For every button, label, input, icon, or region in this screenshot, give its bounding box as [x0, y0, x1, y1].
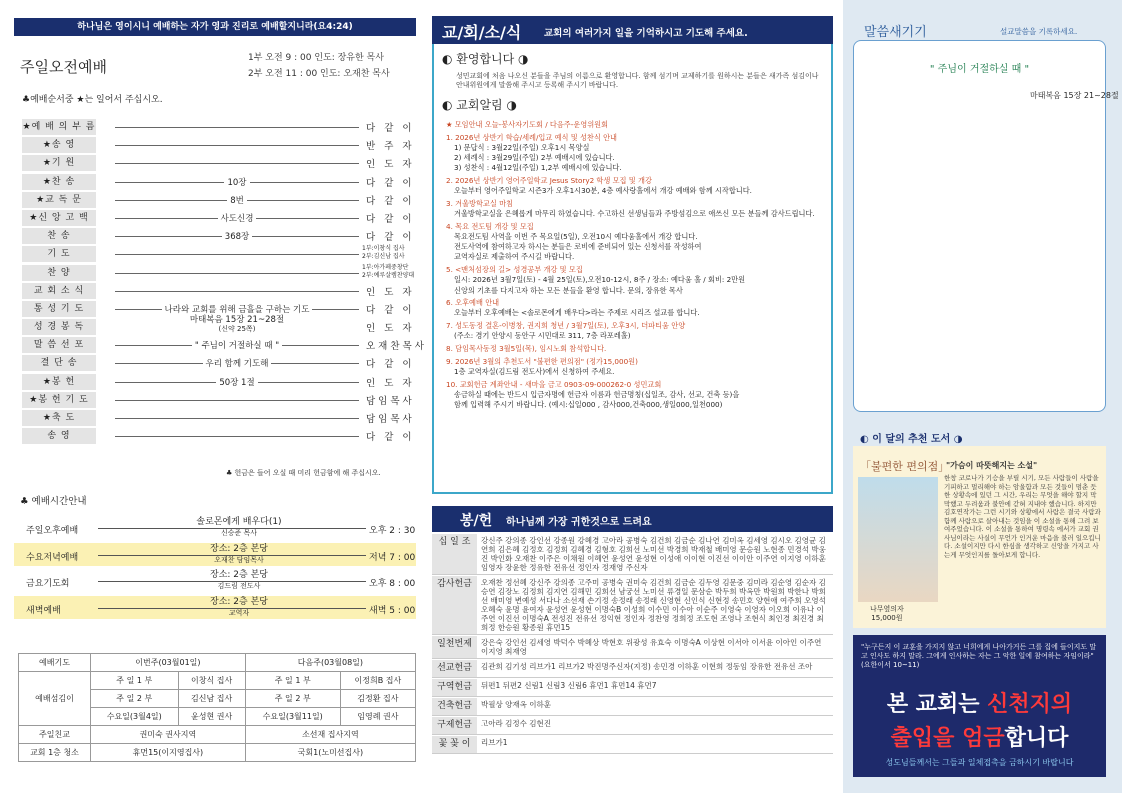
schedule-label: 수요저녁예배 — [26, 552, 79, 563]
order-detail-text: 10장 — [224, 178, 249, 188]
offering-names: 박필상 양재옥 이하훈 — [481, 700, 551, 709]
schedule-label: 주일오후예배 — [26, 526, 79, 536]
order-leader-item: 1부:아가페중창단 — [362, 263, 409, 271]
order-row — [22, 245, 414, 263]
duty-cell: 주 일 1 부 — [91, 672, 179, 690]
order-label: ★축 도 — [22, 410, 96, 426]
order-line — [115, 163, 359, 164]
order-label: 교 회 소 식 — [22, 283, 96, 299]
duty-cell: 주 일 1 부 — [245, 672, 340, 690]
order-label: 성 경 봉 독 — [22, 319, 96, 335]
warning-footer: 성도님들께서는 그들과 일체접촉을 금하시기 바랍니다 — [885, 758, 1074, 767]
news-subtitle: 교회의 여러가지 일을 기억하시고 기도해 주세요. — [544, 28, 748, 39]
notice-item — [446, 380, 830, 411]
offering-type: 꽃 꽂 이 — [432, 736, 477, 753]
order-label: 말 씀 선 포 — [22, 337, 96, 353]
book-publisher: 나무옆의자 — [870, 605, 904, 613]
order-label: 송 영 — [22, 428, 96, 444]
welcome-heading: ◐ 환영합니다 ◑ — [442, 52, 529, 66]
order-row — [22, 391, 414, 409]
order-leader-list — [362, 245, 405, 261]
order-line — [115, 273, 359, 274]
order-detail-text: 우리 함께 기도해 — [203, 359, 272, 369]
notice-line: 1) 문답식 : 3월22일(주일) 오후1시 목양실 — [454, 142, 590, 152]
news-title: 교/회/소/식 — [442, 23, 522, 42]
notice-line: 목요전도팀 사역을 이번 주 목요일(5일), 오전10시 예다움홀에서 개강 합니다. — [454, 232, 698, 242]
schedule-row — [14, 569, 416, 592]
offering-row — [432, 576, 833, 635]
duty-cell: 임영례 권사 — [340, 708, 415, 726]
order-row — [22, 409, 414, 427]
sermon-title: " 주님이 거절하실 때 " — [929, 64, 1030, 75]
word-subtitle: 설교말씀을 기록하세요. — [1000, 27, 1078, 36]
offering-type: 구역헌금 — [432, 679, 477, 696]
service-time-1: 1부 오전 9 : 00 인도: 장유한 목사 — [248, 53, 384, 63]
schedule-row — [14, 516, 416, 539]
news-header — [432, 16, 833, 44]
notice-line: 신앙의 기초를 다지고자 하는 모든 분들을 환영 합니다. 문의, 장유한 목사 — [454, 285, 683, 295]
offering-names: 고아라 김정수 김현진 — [481, 719, 551, 728]
order-line — [115, 145, 359, 146]
warning-text: 합니다 — [1004, 726, 1069, 751]
schedule-label: 금요기도회 — [26, 579, 70, 589]
notice-heading: 8. 담임목사동정 3월5일(목), 임시노회 참석합니다. — [446, 344, 607, 354]
offering-row — [432, 636, 833, 659]
order-detail — [115, 303, 359, 315]
offering-names: 강은숙 강인선 김세영 박덕수 박혜상 박현호 위광성 유효숙 이명숙A 이상현 이서아 이서윤 이아인 이주연 이지영 최재영 — [481, 638, 822, 656]
schedule-detail-sub: 오재찬 담임목사 — [214, 555, 264, 564]
warning-text-red: 신천지의 — [987, 692, 1073, 717]
order-leader: 인 도 자 — [366, 286, 415, 298]
order-leader: 다 같 이 — [366, 359, 415, 371]
order-note: ♣예배순서중 ★는 일어서 주십시오. — [22, 95, 163, 105]
notice-heading: 1. 2026년 상반기 학습/세례/입교 예식 및 성찬식 안내 — [446, 132, 617, 142]
order-leader-item: 1부:이창식 집사 — [362, 245, 405, 253]
offering-names: 강신주 강의종 강인선 강종원 강혜경 고아라 공병숙 김건희 김금순 김나연 김미옥 김세영 김시오 김영균 김연희 김은혜 김정호 김정희 김혜경 김형호 김희선 노미선 박경희 박재철 배미영 문승원 노현종 민경석 박웅진 박인화 오재찬 이주은 이채원 이혜연 윤성연 윤성현 이성애 이이현 이진선 이이안 이주연 이지영 이하훈 임영자 장윤한 정유한 전유선 정인자 정재영 주신자 — [481, 536, 826, 572]
notice-heading: 7. 성도동정 결혼-이병창, 권지희 청년 / 3월7일(토), 오후3시, 더파티움 안양 — [446, 321, 686, 331]
order-line — [115, 400, 359, 401]
offering-row — [432, 717, 833, 735]
schedule-detail-sub: 김드림 전도사 — [217, 582, 261, 590]
duty-cell: 이창식 집사 — [178, 672, 245, 690]
order-label: 통 성 기 도 — [22, 301, 96, 317]
duty-cell: 이정희B 집사 — [340, 672, 415, 690]
order-row — [22, 191, 414, 209]
offering-header — [432, 506, 833, 532]
order-line — [115, 254, 359, 255]
order-row — [22, 154, 414, 172]
duty-cell: 주 일 2 부 — [91, 690, 179, 708]
schedule-time: 새벽 5 : 00 — [369, 605, 416, 616]
notice-line: 일시: 2026년 3월7일(토) - 4월 25일(토),오전10-12시, 8주 / 장소: 예다움 홀 / 회비: 2만원 — [454, 275, 746, 285]
order-leader-list — [362, 264, 414, 280]
offering-note: ♣ 헌금은 들어 오실 때 미리 헌금함에 해 주십시오. — [226, 469, 381, 477]
notice-item — [446, 133, 830, 174]
schedule-title: ♣ 예배시간안내 — [20, 496, 87, 507]
order-row — [22, 427, 414, 445]
order-leader-item: 2부:김신남 집사 — [362, 253, 405, 261]
notice-item — [446, 357, 830, 377]
sermon-reference: 마태복음 15장 21~28절 — [1030, 91, 1119, 100]
order-row — [22, 136, 414, 154]
schedule-row — [14, 543, 416, 566]
order-line — [115, 436, 359, 437]
order-label: ★예 배 의 부 름 — [22, 119, 96, 135]
order-label: ★찬 송 — [22, 174, 96, 190]
notice-line: 송금하실 때에는 반드시 입금자명에 헌금자 이름과 헌금명칭(십일조, 감사, 선교, 건축 등)을 — [454, 389, 740, 399]
order-detail — [115, 339, 359, 351]
notice-heading: 2. 2026년 상반기 영어주일학교 Jesus Story2 학생 모집 및 개강 — [446, 176, 652, 186]
duty-cell: 소선재 집사지역 — [245, 726, 415, 744]
duty-label: 주일친교 — [19, 726, 91, 744]
offering-names: 김관희 김기성 리브가1 리브가2 박진명주신자(지정) 송민경 이하훈 이현희 정동임 장유한 전유선 조아 — [481, 662, 813, 671]
notice-item — [446, 176, 830, 196]
welcome-text: 성민교회에 처음 나오신 분들을 주님의 이름으로 환영합니다. 함께 섬기며 교제하기를 원하시는 분들은 새가족 섬김이나 안내위원에게 말씀해 주시고 등록해 주시기 바랍니다. — [456, 72, 819, 89]
schedule-detail-main: 장소: 2층 본당 — [207, 544, 271, 554]
service-time-2: 2부 오전 11 : 00 인도: 오재찬 목사 — [248, 69, 390, 79]
notice-heading: 6. 오후예배 안내 — [446, 298, 500, 308]
duty-label: 예배섬김이 — [19, 672, 91, 726]
offering-row — [432, 660, 833, 678]
duty-label: 교회 1층 청소 — [19, 744, 91, 762]
order-label: ★봉 헌 기 도 — [22, 392, 96, 408]
word-title: 말씀새기기 — [864, 25, 927, 40]
book-tagline: "가슴이 따뜻해지는 소설" — [946, 461, 1038, 470]
order-detail — [115, 176, 359, 188]
order-detail — [115, 357, 359, 369]
notice-line: 오늘부터 오후예배는 <솔로몬에게 배우다>라는 주제로 시리즈 설교를 합니다. — [454, 308, 700, 318]
order-label: 결 단 송 — [22, 355, 96, 371]
notice-heading: 10. 교회헌금 계좌안내 - 새마을 금고 0903-09-000262-0 성민교회 — [446, 379, 662, 389]
order-detail — [115, 194, 359, 206]
order-leader: 다 같 이 — [366, 213, 415, 225]
duty-head: 예배기도 — [19, 654, 91, 672]
order-label: ★봉 헌 — [22, 374, 96, 390]
warning-banner — [853, 635, 1106, 777]
order-leader: 다 같 이 — [366, 123, 415, 134]
offering-names: 리브가1 — [481, 738, 508, 747]
schedule-time: 저녁 7 : 00 — [369, 552, 416, 563]
warning-line-2 — [853, 721, 1106, 752]
offering-row — [432, 679, 833, 697]
schedule-detail-sub: 신승준 목사 — [220, 529, 258, 537]
worship-order — [22, 118, 427, 445]
notice-heading: 4. 목요 전도팀 개강 및 모집 — [446, 221, 534, 231]
duty-cell: 주 일 2 부 — [245, 690, 340, 708]
offering-type: 건축헌금 — [432, 698, 477, 715]
order-detail-text: 나라와 교회를 위해 금흘을 구하는 기도 — [162, 305, 313, 315]
order-detail-text: 사도신경 — [218, 214, 257, 224]
notice-line: 1층 교역자실(김드림 전도사)에서 신청하여 주세요. — [454, 366, 615, 376]
order-label: 기 도 — [22, 246, 96, 262]
schedule-detail-main: 장소: 2층 본당 — [207, 570, 271, 580]
order-leader: 오재찬목사 — [366, 341, 427, 353]
notice-item — [446, 120, 830, 130]
order-leader: 다 같 이 — [366, 432, 415, 444]
notice-item — [446, 222, 830, 263]
notice-line: 전도사역에 참여하고자 하시는 분들은 로비에 준비되어 있는 신청서를 작성하여 — [454, 242, 702, 252]
offering-row — [432, 736, 833, 754]
duty-cell: 권미숙 권사지역 — [91, 726, 246, 744]
notice-line: 함께 입력해 주시기 바랍니다. (예시:십일000 , 감사000,건축000,생일000,일천000) — [454, 400, 723, 410]
duty-table — [18, 653, 416, 762]
notice-item — [446, 344, 830, 354]
notice-line: 겨울방학교실을 은혜롭게 마무리 하였습니다. 수고하신 선생님들과 주방섬김으로 애쓰신 모든 분들께 감사드립니다. — [454, 209, 815, 219]
order-leader: 담임목사 — [366, 414, 415, 425]
order-leader: 담임목사 — [366, 395, 415, 407]
offering-type: 일천번제 — [432, 636, 477, 658]
order-line — [115, 127, 359, 128]
schedule-detail — [154, 570, 324, 592]
order-detail-text: 마태복음 15장 21~28절 — [187, 315, 287, 325]
order-detail-text: " 주님이 거절하실 때 " — [192, 341, 282, 351]
order-label: 찬 송 — [22, 228, 96, 244]
warning-line-1 — [853, 687, 1106, 718]
order-row — [22, 315, 415, 336]
order-leader-item: 2부:예루살렘찬양대 — [362, 271, 415, 279]
duty-cell: 휴먼15(이지영집사) — [91, 744, 246, 762]
order-leader: 반 주 자 — [366, 141, 415, 153]
schedule-detail — [154, 597, 324, 619]
offering-type: 십 일 조 — [432, 534, 477, 574]
order-line — [115, 291, 359, 292]
order-detail-text: 50장 1절 — [216, 378, 257, 388]
service-times — [248, 50, 390, 82]
offering-type: 선교헌금 — [432, 660, 477, 677]
schedule-detail-main: 장소: 2층 본당 — [207, 597, 271, 607]
schedule-time: 오후 2 : 30 — [369, 526, 416, 536]
notice-heading: ◐ 교회알림 ◑ — [442, 98, 517, 112]
order-detail-text: 8번 — [227, 196, 247, 206]
notice-line: (주소: 경기 안양시 동안구 시민대로 311, 7층 라포레홀) — [454, 331, 631, 341]
book-meta — [870, 605, 904, 623]
warning-text: 본 교회는 — [886, 692, 988, 717]
order-row — [22, 227, 414, 245]
order-line — [115, 418, 359, 419]
schedule-row — [14, 596, 416, 619]
order-row — [22, 336, 427, 354]
offering-names: 뒤편1 뒤편2 신림1 신림3 신림6 휴먼1 휴먼14 휴먼7 — [481, 681, 657, 690]
order-detail — [115, 230, 359, 242]
duty-head: 이번주(03월01일) — [91, 654, 246, 672]
order-leader: 인 도 자 — [366, 323, 415, 335]
order-label: ★신 앙 고 백 — [22, 210, 96, 226]
notice-line: 3) 성찬식 : 4월12일(주일) 1,2부 예배시에 있습니다. — [454, 163, 622, 173]
motto-banner: 하나님은 영이시니 예배하는 자가 영과 진리로 예배할지니라(요4:24) — [14, 18, 416, 36]
order-leader: 인 도 자 — [366, 159, 415, 171]
notice-item — [446, 199, 830, 219]
order-detail — [115, 212, 359, 224]
book-heading: ◐ 이 달의 추천 도서 ◑ — [860, 434, 963, 445]
offering-row — [432, 698, 833, 716]
duty-cell: 김신남 집사 — [178, 690, 245, 708]
book-cover-image — [858, 477, 938, 602]
service-title: 주일오전예배 — [20, 58, 107, 76]
offering-list — [432, 534, 833, 755]
order-detail-sub: (신약 25쪽) — [115, 325, 359, 334]
order-leader: 다 같 이 — [366, 304, 415, 316]
offering-type: 감사헌금 — [432, 576, 477, 634]
order-row — [22, 264, 414, 282]
duty-cell: 수요일(3월11일) — [245, 708, 340, 726]
duty-cell: 국회1(노미선집사) — [245, 744, 415, 762]
notice-heading: 3. 겨울방학교실 마침 — [446, 198, 513, 208]
order-detail — [115, 316, 359, 334]
offering-row — [432, 534, 833, 575]
notice-item — [446, 265, 830, 296]
schedule-detail-sub: 교역자 — [228, 608, 250, 617]
duty-cell: 윤성현 권사 — [178, 708, 245, 726]
order-leader: 다 같 이 — [366, 232, 415, 244]
notice-item — [446, 321, 830, 341]
warning-verse: "누구든지 이 교훈을 가지지 않고 너희에게 나아가거든 그를 집에 들이지도 말고 인사도 하지 말라. 그에게 인사하는 자는 그 악한 일에 참여하는 자임이라" (요한이서 10~11) — [861, 643, 1097, 669]
duty-head: 다음주(03월08일) — [245, 654, 415, 672]
order-label: 찬 양 — [22, 265, 96, 281]
order-row — [22, 118, 414, 136]
order-leader: 다 같 이 — [366, 195, 415, 207]
book-price: 15,000원 — [871, 614, 903, 622]
notice-heading: ★ 모임안내 오늘-봉사자기도회 / 다음주-운영위원회 — [446, 120, 609, 129]
notice-line: 2) 세례식 : 3월29일(주일) 2부 예배시에 있습니다. — [454, 153, 615, 163]
order-label: ★기 원 — [22, 155, 96, 171]
order-detail-text: 368장 — [222, 232, 252, 242]
offering-title: 봉/헌 — [460, 513, 493, 529]
warning-text-red: 출입을 엄금 — [890, 726, 1005, 751]
schedule-detail — [154, 544, 324, 566]
order-detail — [115, 376, 359, 388]
notice-line: 오늘부터 영어주일학교 시즌3가 오후1시30분, 4층 예사랑홀에서 개강 예배와 함께 시작합니다. — [454, 186, 752, 196]
duty-cell: 김정환 집사 — [340, 690, 415, 708]
order-label: ★교 독 문 — [22, 192, 96, 208]
book-title: 「불편한 편의점」 — [860, 460, 950, 473]
offering-names: 오재찬 정선혜 강신주 강의종 고주미 공병숙 권미숙 김건희 김금순 김두영 김문중 김미라 김순영 김순자 김승연 김장노 김정희 김지연 김해민 김희선 남궁선 노미선 류경일 문삼순 박두희 박옥만 박원희 박한나 박희선 배미영 변예성 서다나 소선재 손기정 송정래 송정래 신영현 신인식 신현정 송민호 양현애 여주희 오영석 오혜숙 윤명 윤여자 윤성연 윤성현 이명숙B 이성희 이수민 이수아 이순주 이영숙 이영자 이오희 이유나 이주연 이진선 이명숙A 전성진 전유선 정익현 정인자 정찬영 정희정 조도현 조영나 조현식 최인경 최진경 최희정 한승원 황종원 휴먼15 — [481, 578, 826, 632]
notice-heading: 9. 2026년 3월의 추천도서 "불편한 편의점" (정가15,000원) — [446, 356, 638, 366]
duty-cell: 수요일(3월4일) — [91, 708, 179, 726]
notice-heading: 5. <맨처섬장의 길> 성경공부 개강 및 모집 — [446, 265, 583, 275]
schedule-time: 오후 8 : 00 — [369, 579, 416, 589]
order-row — [22, 373, 414, 391]
order-leader: 인 도 자 — [366, 377, 415, 389]
order-row — [22, 209, 414, 227]
offering-subtitle: 하나님께 가장 귀한것으로 드려요 — [506, 517, 652, 528]
notice-item — [446, 298, 830, 318]
order-leader: 다 같 이 — [366, 177, 415, 189]
schedule-list — [14, 516, 416, 622]
schedule-detail — [154, 517, 324, 539]
book-description: 한창 코로나가 기승을 부릴 시기, 모든 사람들이 사람을 기피하고 멀리해야 하는 암울함과 모든 것들이 멈춘 듯한 상황속에 있던 그 시간, 우리는 무엇을 해야 할지 막막했고 두려움과 불안에 갇혀 지내야 했습니다. 하지만 김호연작가는 그런 시기와 상황에서 사람은 결국 사람과 함께 사람으로 살아내는 것임을 이 소설을 통해 그려 보여주었습니다. 이 소설을 통하여 명령속 에서가 교회 권사님이라는 사실이 무언가 인거운 마음을 불러 일으킵니다. 소설이지만 다시 한심을 생각하고 신앙을 가지고 사는게 무엇인지를 돌아보게 합니다. — [944, 474, 1101, 559]
offering-type: 구제헌금 — [432, 717, 477, 734]
order-row — [22, 282, 414, 300]
order-label: ★송 영 — [22, 137, 96, 153]
notice-line: 교역자실로 제출하여 주시길 바랍니다. — [454, 252, 575, 262]
notice-list — [446, 120, 830, 413]
order-row — [22, 354, 414, 372]
schedule-label: 새벽예배 — [26, 605, 61, 616]
order-row — [22, 173, 414, 191]
schedule-detail-main: 솔로몬에게 배우다(1) — [193, 517, 284, 527]
